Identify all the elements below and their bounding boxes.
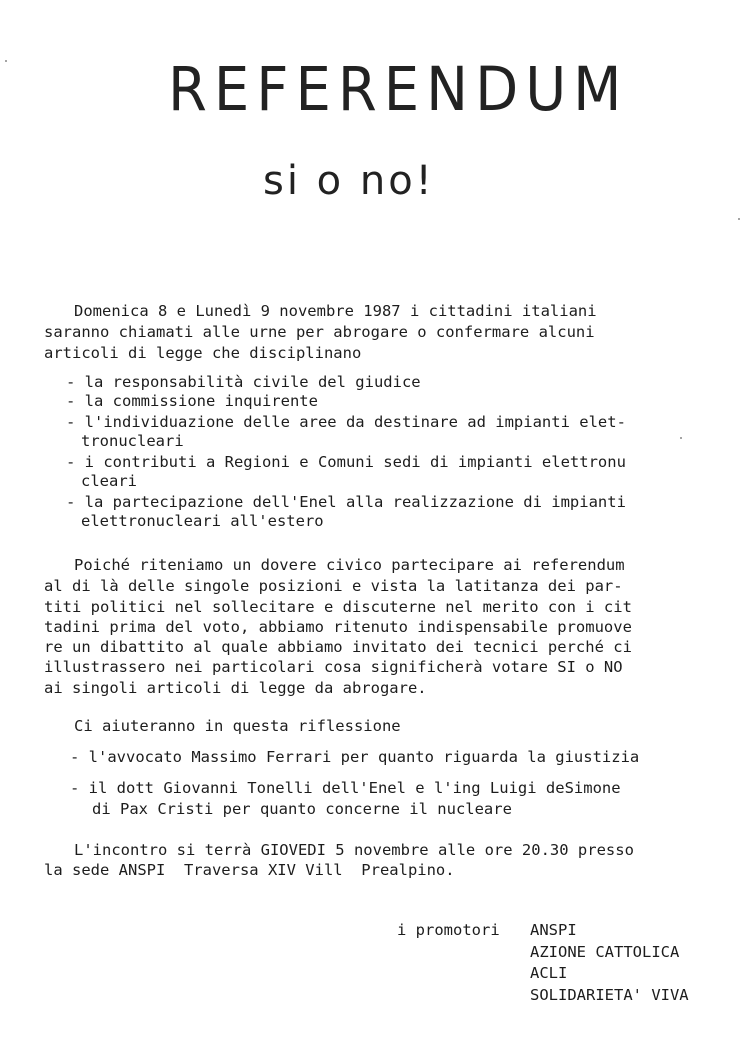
topic-item-3: - l'individuazione delle aree da destinare ad impianti elet-	[66, 413, 626, 431]
topic-item-5-cont: elettronucleari all'estero	[81, 512, 324, 530]
body-line-1: Poiché riteniamo un dovere civico partecipare ai referendum	[74, 556, 625, 574]
topic-item-1: - la responsabilità civile del giudice	[66, 373, 421, 391]
flyer-subtitle: si o no!	[263, 158, 435, 204]
promoter-1: ANSPI	[530, 921, 577, 939]
intro-line-3: articoli di legge che disciplinano	[44, 344, 362, 362]
scan-speck	[738, 218, 740, 220]
body-line-5: re un dibattito al quale abbiamo invitato dei tecnici perché ci	[44, 638, 632, 656]
speaker-1: - l'avvocato Massimo Ferrari per quanto riguarda la giustizia	[70, 748, 640, 766]
body-line-7: ai singoli articoli di legge da abrogare.	[44, 679, 427, 697]
promoter-2: AZIONE CATTOLICA	[530, 943, 680, 961]
body-line-2: al di là delle singole posizioni e vista la latitanza dei par-	[44, 577, 623, 595]
promoters-label: i promotori	[397, 921, 500, 939]
meeting-line-1: L'incontro si terrà GIOVEDI 5 novembre alle ore 20.30 presso	[74, 841, 634, 859]
topic-item-4-cont: cleari	[81, 472, 137, 490]
speaker-2: - il dott Giovanni Tonelli dell'Enel e l'ing Luigi deSimone	[70, 779, 621, 797]
speaker-2-cont: di Pax Cristi per quanto concerne il nucleare	[92, 800, 512, 818]
topic-item-2: - la commissione inquirente	[66, 392, 318, 410]
flyer-title: REFERENDUM	[168, 55, 629, 126]
scan-speck	[680, 437, 682, 439]
body-line-6: illustrassero nei particolari cosa significherà votare SI o NO	[44, 658, 623, 676]
topic-item-3-cont: tronucleari	[81, 432, 184, 450]
body-line-4: tadini prima del voto, abbiamo ritenuto indispensabile promuove	[44, 618, 632, 636]
helpers-intro: Ci aiuteranno in questa riflessione	[74, 717, 401, 735]
promoter-4: SOLIDARIETA' VIVA	[530, 986, 689, 1004]
meeting-line-2: la sede ANSPI Traversa XIV Vill Prealpino.	[44, 861, 455, 879]
scan-speck	[5, 60, 7, 62]
promoter-3: ACLI	[530, 964, 568, 982]
topic-item-5: - la partecipazione dell'Enel alla realizzazione di impianti	[66, 493, 626, 511]
intro-line-1: Domenica 8 e Lunedì 9 novembre 1987 i cittadini italiani	[74, 302, 597, 320]
topic-item-4: - i contributi a Regioni e Comuni sedi di impianti elettronu	[66, 453, 626, 471]
intro-line-2: saranno chiamati alle urne per abrogare o confermare alcuni	[44, 323, 595, 341]
body-line-3: titi politici nel sollecitare e discuterne nel merito con i cit	[44, 598, 632, 616]
